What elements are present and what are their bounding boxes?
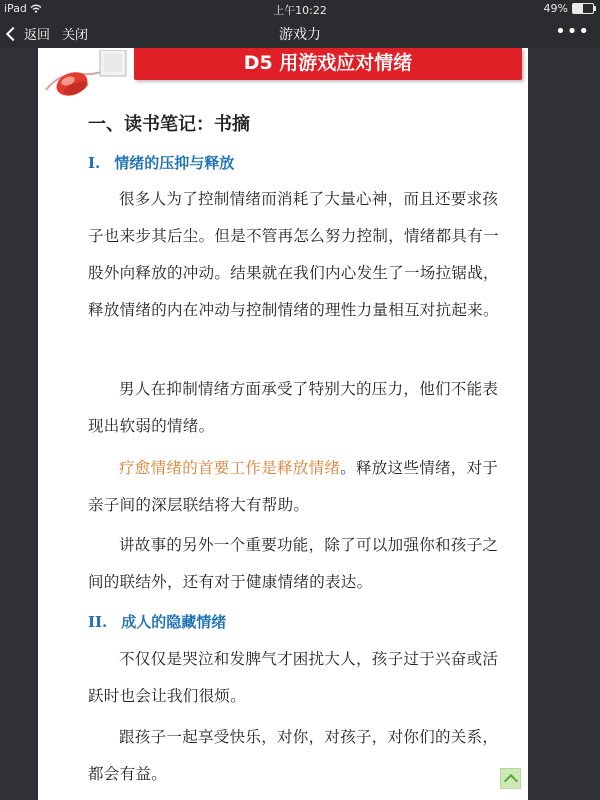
- paragraph-3: [88, 450, 508, 524]
- section-label-2: 成人的隐藏情绪: [121, 613, 227, 631]
- paragraph-5: 不仅仅是哭泣和发脾气才困扰大人，孩子过于兴奋或活跃时也会让我们很烦。: [88, 650, 499, 705]
- device-label: iPad: [4, 2, 27, 15]
- more-menu-icon[interactable]: •••: [555, 21, 590, 42]
- paragraph-1: 很多人为了控制情绪而消耗了大量心神，而且还要求孩子也来步其后尘。但是不管再怎么努力控制，情绪都具有一股外向释放的冲动。结果就在我们内心发生了一场拉锯战，释放情绪的内在冲动与控制情绪的理性力量相互对抗起来。: [88, 190, 499, 319]
- status-time: 上午10:22: [273, 4, 327, 17]
- battery-level: [573, 4, 583, 13]
- chevron-up-icon: [504, 774, 518, 788]
- lesson-banner: D5 用游戏应对情绪: [134, 48, 522, 80]
- status-right: [544, 2, 594, 15]
- section-number-1: I.: [88, 154, 101, 172]
- section-number-2: II.: [88, 613, 108, 631]
- back-label: 返回: [24, 28, 51, 43]
- section-title-1: [88, 152, 234, 173]
- paragraph-3-rest: 。释放这些情绪，对于亲子间的深层联结将大有帮助。: [88, 459, 499, 514]
- section-title-2: [88, 611, 226, 632]
- close-button[interactable]: 关闭: [62, 28, 89, 43]
- paragraph-6: 跟孩子一起享受快乐，对你，对孩子，对你们的关系，都会有益。: [88, 728, 499, 783]
- section-label-1: 情绪的压抑与释放: [114, 154, 235, 172]
- battery-icon: [572, 3, 594, 14]
- scroll-to-top-button[interactable]: [500, 768, 521, 789]
- nav-bar: [0, 17, 600, 48]
- article-panel: [38, 48, 528, 800]
- status-bar: [0, 0, 600, 17]
- highlight-text: 疗愈情绪的首要工作是释放情绪: [119, 459, 341, 477]
- paragraph-2: 男人在抑制情绪方面承受了特别大的压力，他们不能表现出软弱的情绪。: [88, 380, 499, 435]
- page-title: 游戏力: [279, 27, 321, 43]
- paragraph-4: 讲故事的另外一个重要功能，除了可以加强你和孩子之间的联结外，还有对于健康情绪的表达。: [88, 536, 499, 591]
- notes-heading: 一、读书笔记：书摘: [88, 114, 250, 135]
- computer-mouse-icon: [42, 50, 128, 100]
- battery-percent: 49%: [543, 2, 568, 15]
